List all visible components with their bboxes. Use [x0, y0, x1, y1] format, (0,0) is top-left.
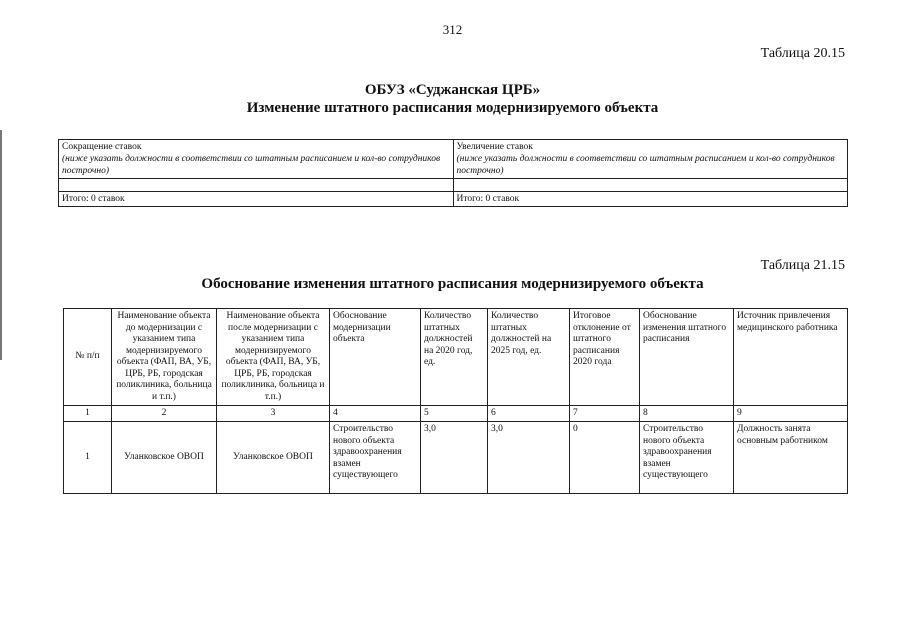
column-number: 4	[330, 406, 421, 422]
worker-source: Должность занята основным работником	[734, 422, 848, 494]
table-row	[59, 192, 848, 207]
column-number: 8	[640, 406, 734, 422]
header-staff-2020: Количество штатных должностей на 2020 год, ед.	[421, 309, 488, 406]
column-numbers-row	[64, 406, 848, 422]
column-number: 3	[217, 406, 330, 422]
table-21-15-label: Таблица 21.15	[760, 258, 845, 273]
table-row	[64, 422, 848, 494]
column-number: 1	[64, 406, 112, 422]
increase-header-cell	[453, 140, 848, 179]
staff-changes-table	[58, 139, 848, 207]
staff-2025: 3,0	[488, 422, 570, 494]
reduction-total: Итого: 0 ставок	[59, 192, 454, 207]
column-number: 6	[488, 406, 570, 422]
row-num: 1	[64, 422, 112, 494]
staff-change-justification: Строительство нового объекта здравоохранения взамен существующего	[643, 424, 712, 480]
justification-table	[63, 308, 848, 494]
table-row	[59, 179, 848, 192]
table-row	[59, 140, 848, 179]
reduction-header: Сокращение ставок	[62, 142, 142, 152]
staff-2020: 3,0	[421, 422, 488, 494]
table-21-15-title: Обоснование изменения штатного расписания модернизируемого объекта	[201, 276, 704, 292]
page-number: 312	[442, 22, 463, 37]
header-row	[64, 309, 848, 406]
header-staff-2025: Количество штатных должностей на 2025 год, ед.	[488, 309, 570, 406]
reduction-note: (ниже указать должности в соответствии со штатным расписанием и кол-во сотрудников построчно)	[62, 154, 441, 176]
justification-cell	[640, 422, 734, 494]
column-number: 5	[421, 406, 488, 422]
organization-title: ОБУЗ «Суджанская ЦРБ»	[364, 82, 541, 98]
column-number: 2	[112, 406, 217, 422]
header-modernization: Обоснование модернизации объекта	[330, 309, 421, 406]
deviation: 0	[570, 422, 640, 494]
empty-cell	[453, 179, 848, 192]
column-number: 9	[734, 406, 848, 422]
increase-header: Увеличение ставок	[456, 142, 533, 152]
table-20-15-label: Таблица 20.15	[760, 46, 845, 61]
object-before: Уланковское ОВОП	[112, 422, 217, 494]
scan-edge-mark	[0, 130, 2, 360]
object-after: Уланковское ОВОП	[217, 422, 330, 494]
empty-cell	[59, 179, 454, 192]
header-deviation: Итоговое отклонение от штатного расписания 2020 года	[570, 309, 640, 406]
modernization-reason: Строительство нового объекта здравоохранения взамен существующего	[333, 424, 402, 480]
header-num: № п/п	[64, 309, 112, 406]
header-before: Наименование объекта до модернизации с указанием типа модернизируемого объекта (ФАП, ВА, УБ, ЦРБ, РБ, городская поликлиника, больница и т.п.)	[112, 309, 217, 406]
increase-total: Итого: 0 ставок	[453, 192, 848, 207]
header-after: Наименование объекта после модернизации с указанием типа модернизируемого объекта (ФАП, ВА, УБ, ЦРБ, РБ, городская поликлиника, больница и т.п.)	[217, 309, 330, 406]
modernization-cell	[330, 422, 421, 494]
header-source: Источник привлечения медицинского работника	[734, 309, 848, 406]
reduction-header-cell	[59, 140, 454, 179]
increase-note: (ниже указать должности в соответствии со штатным расписанием и кол-во сотрудников построчно)	[456, 154, 835, 176]
header-justification: Обоснование изменения штатного расписания	[640, 309, 734, 406]
column-number: 7	[570, 406, 640, 422]
table-20-15-title: Изменение штатного расписания модернизируемого объекта	[246, 100, 659, 116]
